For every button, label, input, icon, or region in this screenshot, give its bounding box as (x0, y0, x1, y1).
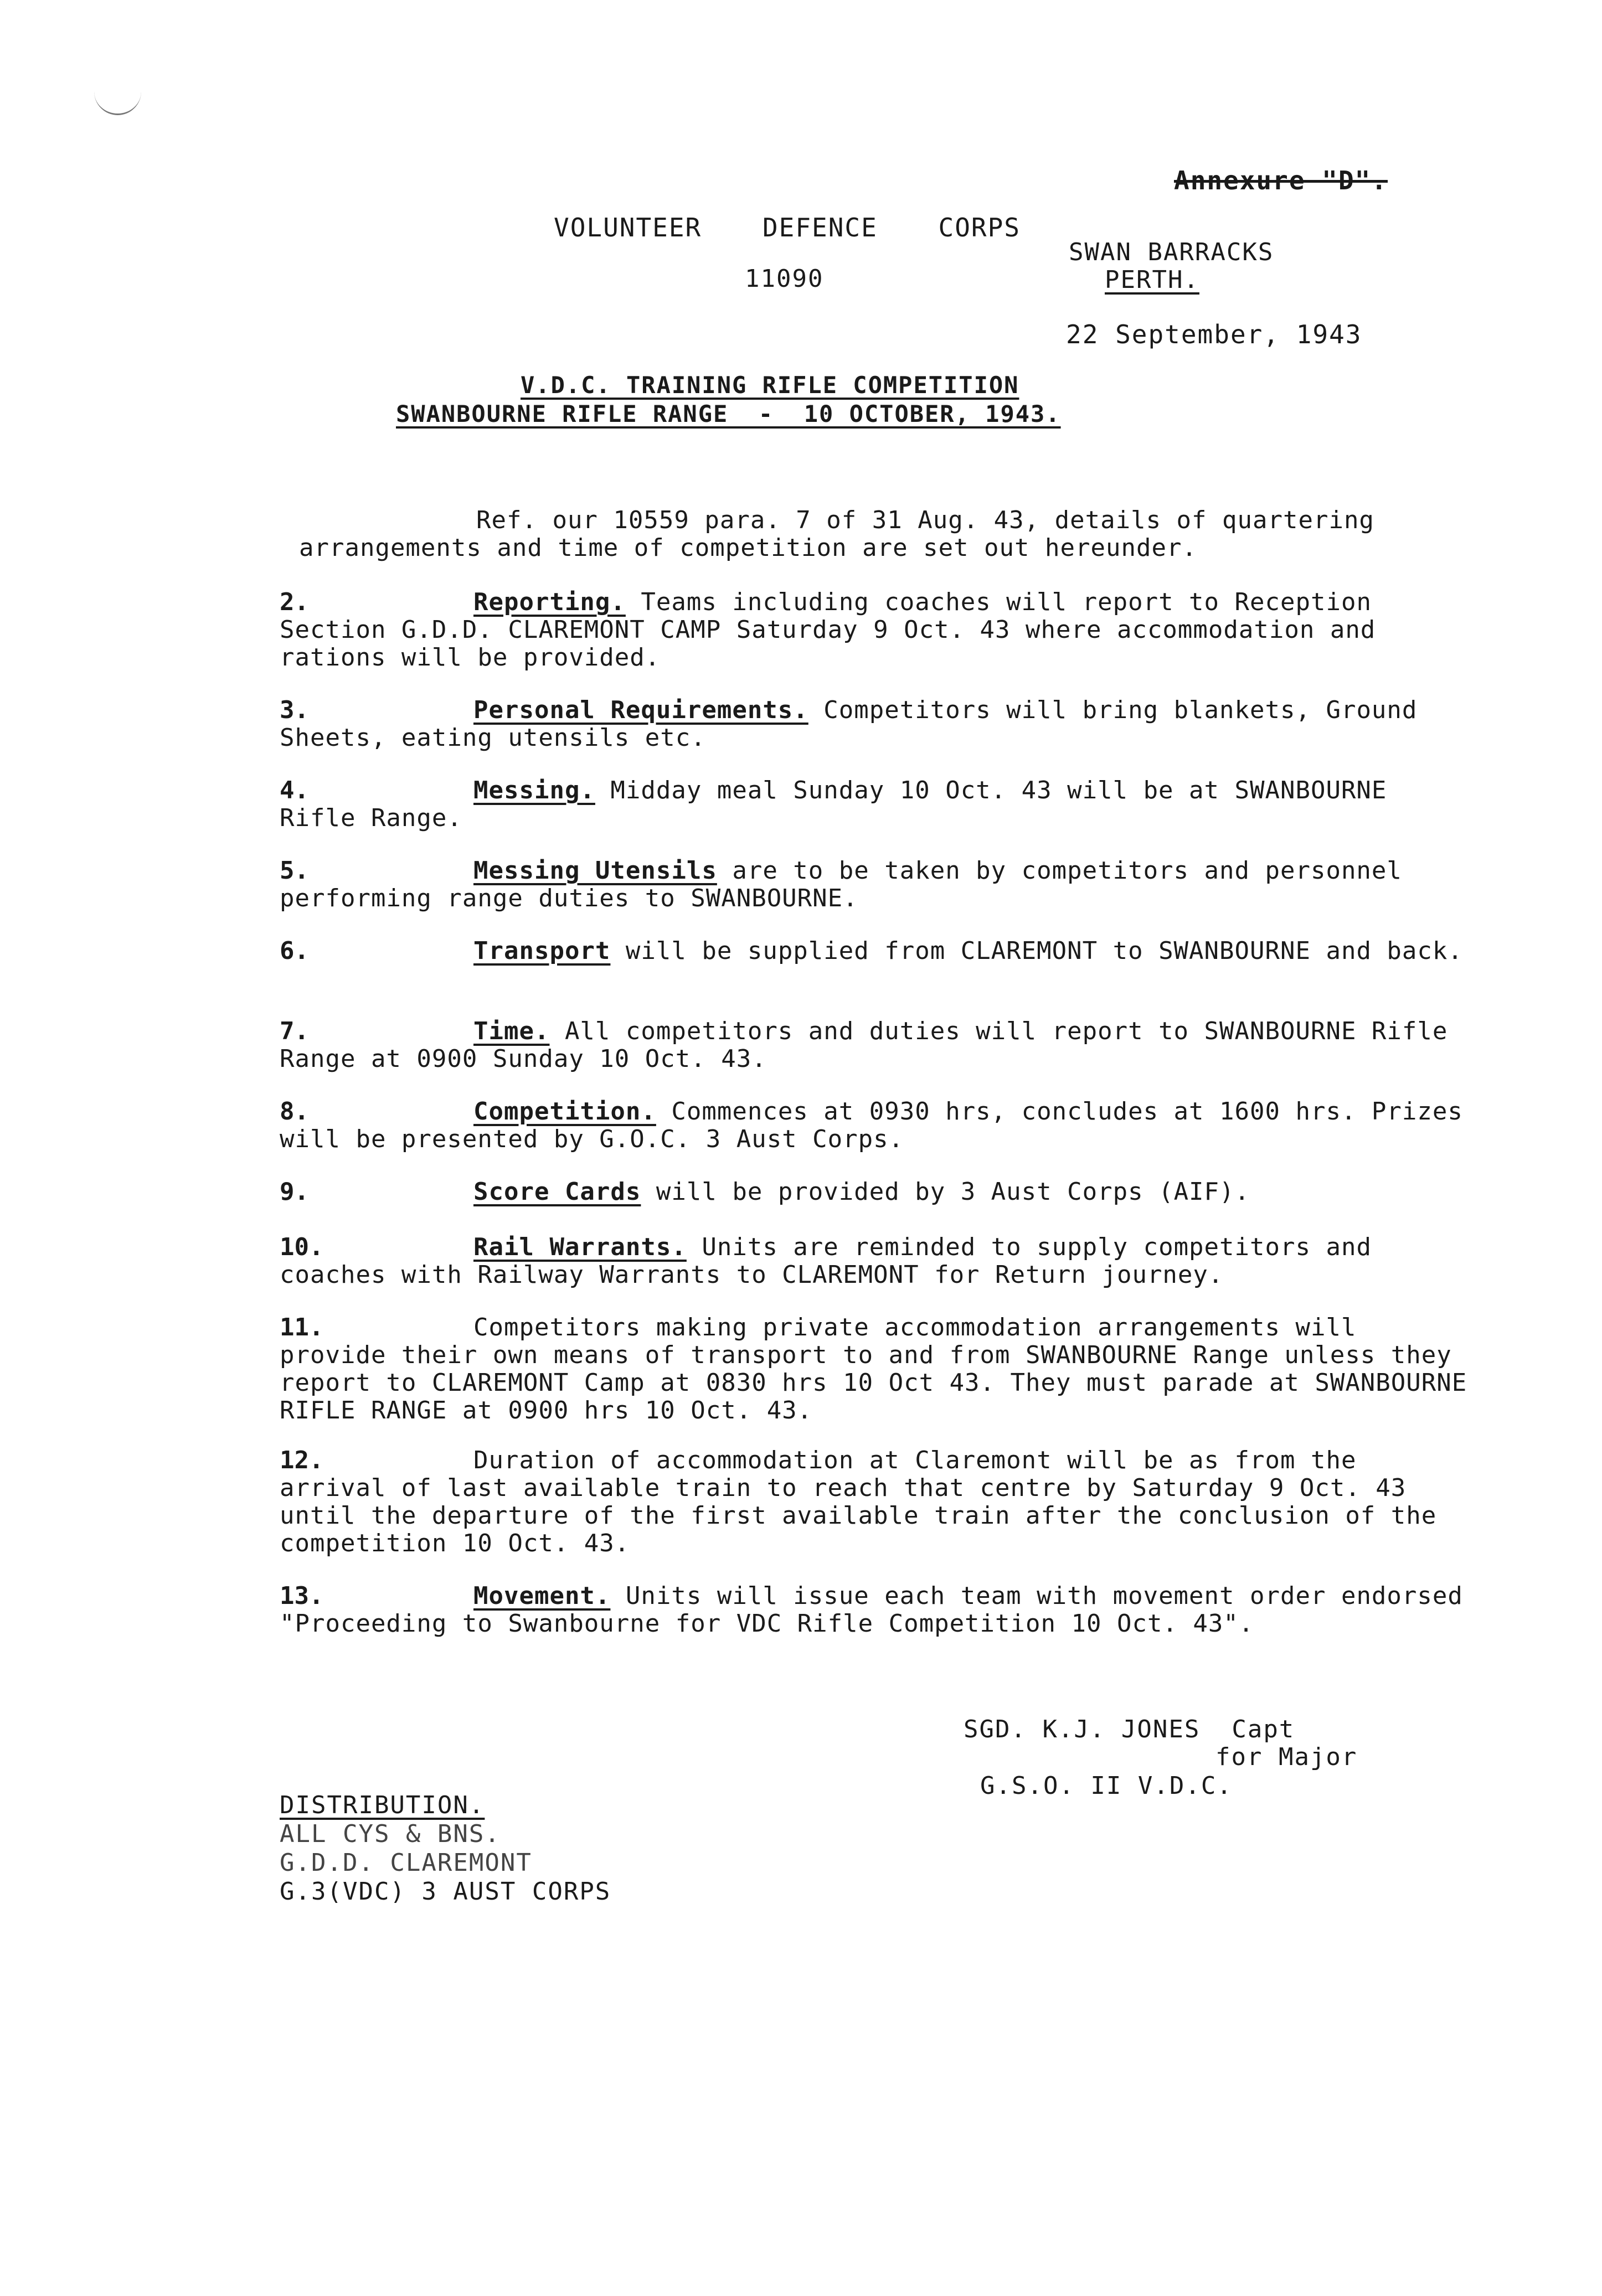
org-title: VOLUNTEER DEFENCE CORPS (554, 213, 1021, 243)
signature-line3: G.S.O. II V.D.C. (980, 1772, 1233, 1800)
location-line1: SWAN BARRACKS (1069, 238, 1274, 266)
paragraph-personal-requirements (280, 696, 1470, 752)
paragraph-number: 12. (280, 1446, 324, 1474)
subject-line1: V.D.C. TRAINING RIFLE COMPETITION (521, 372, 1019, 399)
paragraph-text: Duration of accommodation at Claremont will be as from the arrival of last available train to reach that centre by Saturday 9 Oct. 43 until the departure of the first available train after the conclusion of the competition 10 Oct. 43. (280, 1446, 1437, 1557)
paragraph-messing-utensils (280, 857, 1470, 912)
paragraph-text: will be supplied from CLAREMONT to SWANBOURNE and back. (610, 937, 1463, 965)
paragraph-score-cards (280, 1178, 1470, 1206)
paragraph-reporting (280, 589, 1470, 672)
intro-text: Ref. our 10559 para. 7 of 31 Aug. 43, details of quartering arrangements and time of competition are set out hereunder. (299, 506, 1374, 562)
paragraph-heading: Reporting. (473, 588, 626, 616)
paragraph-competition (280, 1098, 1470, 1153)
paragraph-heading: Movement. (473, 1582, 611, 1610)
distribution-item: G.3(VDC) 3 AUST CORPS (280, 1877, 611, 1906)
reference-number: 11090 (745, 265, 824, 293)
paragraph-time (280, 1018, 1470, 1073)
paragraph-movement (280, 1582, 1470, 1638)
paragraph-number: 2. (280, 588, 309, 616)
paragraph-text: Midday meal Sunday 10 Oct. 43 will be at SWANBOURNE Rifle Range. (280, 776, 1387, 832)
paragraph-heading: Score Cards (473, 1178, 641, 1206)
intro-paragraph (299, 507, 1423, 562)
paragraph-text: Teams including coaches will report to Reception Section G.D.D. CLAREMONT CAMP Saturday 9 Oct. 43 where accommodation and rations will be provided. (280, 588, 1376, 672)
paragraph-text: All competitors and duties will report to SWANBOURNE Rifle Range at 0900 Sunday 10 Oct. 43. (280, 1017, 1448, 1073)
paragraph-text: Competitors will bring blankets, Ground Sheets, eating utensils etc. (280, 696, 1418, 752)
location-line2: PERTH. (1105, 266, 1199, 294)
paragraph-number: 10. (280, 1233, 324, 1261)
paragraph-number: 5. (280, 857, 309, 885)
paragraph-number: 9. (280, 1178, 309, 1206)
paragraph-heading: Competition. (473, 1097, 656, 1126)
paragraph-heading: Messing Utensils (473, 857, 717, 885)
paragraph-heading: Rail Warrants. (473, 1233, 687, 1261)
paragraph-text: will be provided by 3 Aust Corps (AIF). (641, 1178, 1250, 1206)
distribution-heading: DISTRIBUTION. (280, 1791, 485, 1819)
paragraph-number: 11. (280, 1313, 324, 1342)
paragraph-number: 4. (280, 776, 309, 804)
distribution-item: ALL CYS & BNS. (280, 1820, 501, 1848)
paragraph-number: 3. (280, 696, 309, 724)
paragraph-heading: Time. (473, 1017, 550, 1045)
annex-mark: Annexure "D". (1174, 166, 1388, 195)
paragraph-heading: Personal Requirements. (473, 696, 808, 724)
paragraph-text: are to be taken by competitors and personnel performing range duties to SWANBOURNE. (280, 857, 1402, 912)
paragraph-transport (280, 937, 1470, 965)
paragraph-rail-warrants (280, 1234, 1470, 1289)
paragraph-text: Competitors making private accommodation arrangements will provide their own means of transport to and from SWANBOURNE Range unless they report to CLAREMONT Camp at 0830 hrs 10 Oct 43. They must parade at SWANBOURNE RIFLE RANGE at 0900 hrs 10 Oct. 43. (280, 1313, 1467, 1425)
paragraph-number: 8. (280, 1097, 309, 1126)
paragraph-number: 13. (280, 1582, 324, 1610)
paragraph-text: Units will issue each team with movement order endorsed "Proceeding to Swanbourne for VDC Rifle Competition 10 Oct. 43". (280, 1582, 1463, 1638)
paragraph-text: Commences at 0930 hrs, concludes at 1600 hrs. Prizes will be presented by G.O.C. 3 Aust Corps. (280, 1097, 1463, 1153)
paragraph-text: Units are reminded to supply competitors and coaches with Railway Warrants to CLAREMONT for Return journey. (280, 1233, 1372, 1289)
paragraph-messing (280, 777, 1470, 832)
distribution-item: G.D.D. CLAREMONT (280, 1849, 532, 1877)
signature-line2: for Major (1215, 1743, 1358, 1771)
document-date: 22 September, 1943 (1066, 319, 1362, 349)
paragraph-number: 6. (280, 937, 309, 965)
paragraph-number: 7. (280, 1017, 309, 1045)
paragraph-heading: Messing. (473, 776, 595, 804)
subject-line2: SWANBOURNE RIFLE RANGE - 10 OCTOBER, 1943. (396, 400, 1061, 427)
paragraph-private-accommodation (280, 1314, 1470, 1425)
signature-line1: SGD. K.J. JONES Capt (964, 1715, 1295, 1743)
punch-hole-mark (94, 83, 141, 115)
paragraph-duration (280, 1447, 1470, 1557)
paragraph-heading: Transport (473, 937, 611, 965)
